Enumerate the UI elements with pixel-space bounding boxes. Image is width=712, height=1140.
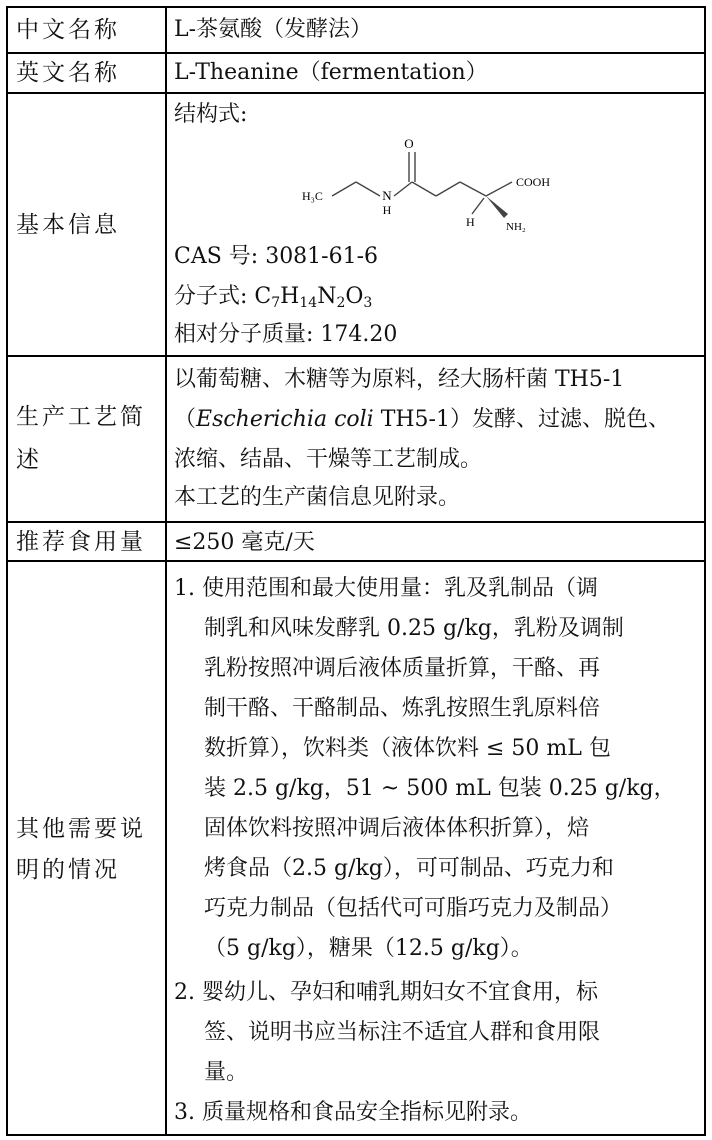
value-dosage: ≤250 毫克/天: [174, 530, 315, 555]
atom-n: N: [382, 188, 392, 203]
col-border: [6, 6, 8, 1136]
note-line: 签、说明书应当标注不适宜人群和食用限: [204, 1020, 601, 1045]
process-line: 本工艺的生产菌信息见附录。: [174, 485, 461, 510]
atom-nh2: NH₂: [506, 221, 526, 233]
label-dosage: 推荐食用量: [16, 529, 146, 555]
atom-h3c: H₃C: [302, 189, 323, 203]
note-line: 2. 婴幼儿、孕妇和哺乳期妇女不宜食用，标: [174, 980, 598, 1005]
structure-label: 结构式:: [174, 102, 248, 127]
atom-cooh: COOH: [516, 175, 551, 189]
process-line: 浓缩、结晶、干燥等工艺制成。: [174, 447, 483, 472]
note-line: 乳粉按照冲调后液体质量折算，干酪、再: [204, 656, 601, 681]
label-process-l2: 述: [16, 447, 42, 473]
atom-h-on-n: H: [382, 203, 392, 217]
other-cell: [174, 562, 702, 1132]
note-line: 量。: [204, 1060, 249, 1085]
note-line: 数折算），饮料类（液体饮料 ≤ 50 mL 包: [204, 736, 611, 761]
structure-formula-diagram: [294, 134, 594, 244]
note-line: 巧克力制品（包括代可可脂巧克力及制品）: [204, 896, 623, 921]
note-line: 1. 使用范围和最大使用量：乳及乳制品（调: [174, 576, 598, 601]
note-line: 装 2.5 g/kg，51 ~ 500 mL 包装 0.25 g/kg，: [204, 776, 676, 801]
row-border: [6, 6, 706, 8]
note-line: 制乳和风味发酵乳 0.25 g/kg，乳粉及调制: [204, 616, 624, 641]
label-basic-info: 基本信息: [16, 212, 120, 238]
note-line: （5 g/kg），糖果（12.5 g/kg）。: [204, 936, 533, 961]
value-en-name: L-Theanine（fermentation）: [174, 60, 488, 85]
label-other-l1: 其他需要说: [16, 816, 146, 842]
molecular-weight: 相对分子质量: 174.20: [174, 322, 398, 347]
basic-info-cell: [174, 94, 702, 354]
col-border: [704, 6, 706, 1136]
molecular-formula: 分子式: $C_7H_{14}N_2O_3$: [174, 284, 373, 311]
process-line: 以葡萄糖、木糖等为原料，经大肠杆菌 TH5-1: [174, 367, 625, 392]
value-cn-name: L-茶氨酸（发酵法）: [174, 17, 373, 42]
cas-number: CAS 号: 3081-61-6: [174, 244, 379, 269]
process-line: （Escherichia coli TH5-1）发酵、过滤、脱色、: [174, 407, 670, 432]
atom-h: H: [466, 215, 475, 229]
note-line: 3. 质量规格和食品安全指标见附录。: [174, 1100, 532, 1125]
note-line: 烤食品（2.5 g/kg），可可制品、巧克力和: [204, 856, 614, 881]
label-en-name: 英文名称: [16, 60, 120, 86]
label-process-l1: 生产工艺简: [16, 404, 146, 430]
row-border: [6, 1134, 706, 1136]
note-line: 制干酪、干酪制品、炼乳按照生乳原料倍: [204, 696, 601, 721]
process-cell: [174, 357, 702, 517]
label-cn-name: 中文名称: [16, 17, 120, 43]
label-other-l2: 明的情况: [16, 857, 120, 883]
note-line: 固体饮料按照冲调后液体体积折算），焙: [204, 816, 590, 841]
col-border: [165, 6, 167, 1136]
atom-o: O: [404, 136, 414, 151]
